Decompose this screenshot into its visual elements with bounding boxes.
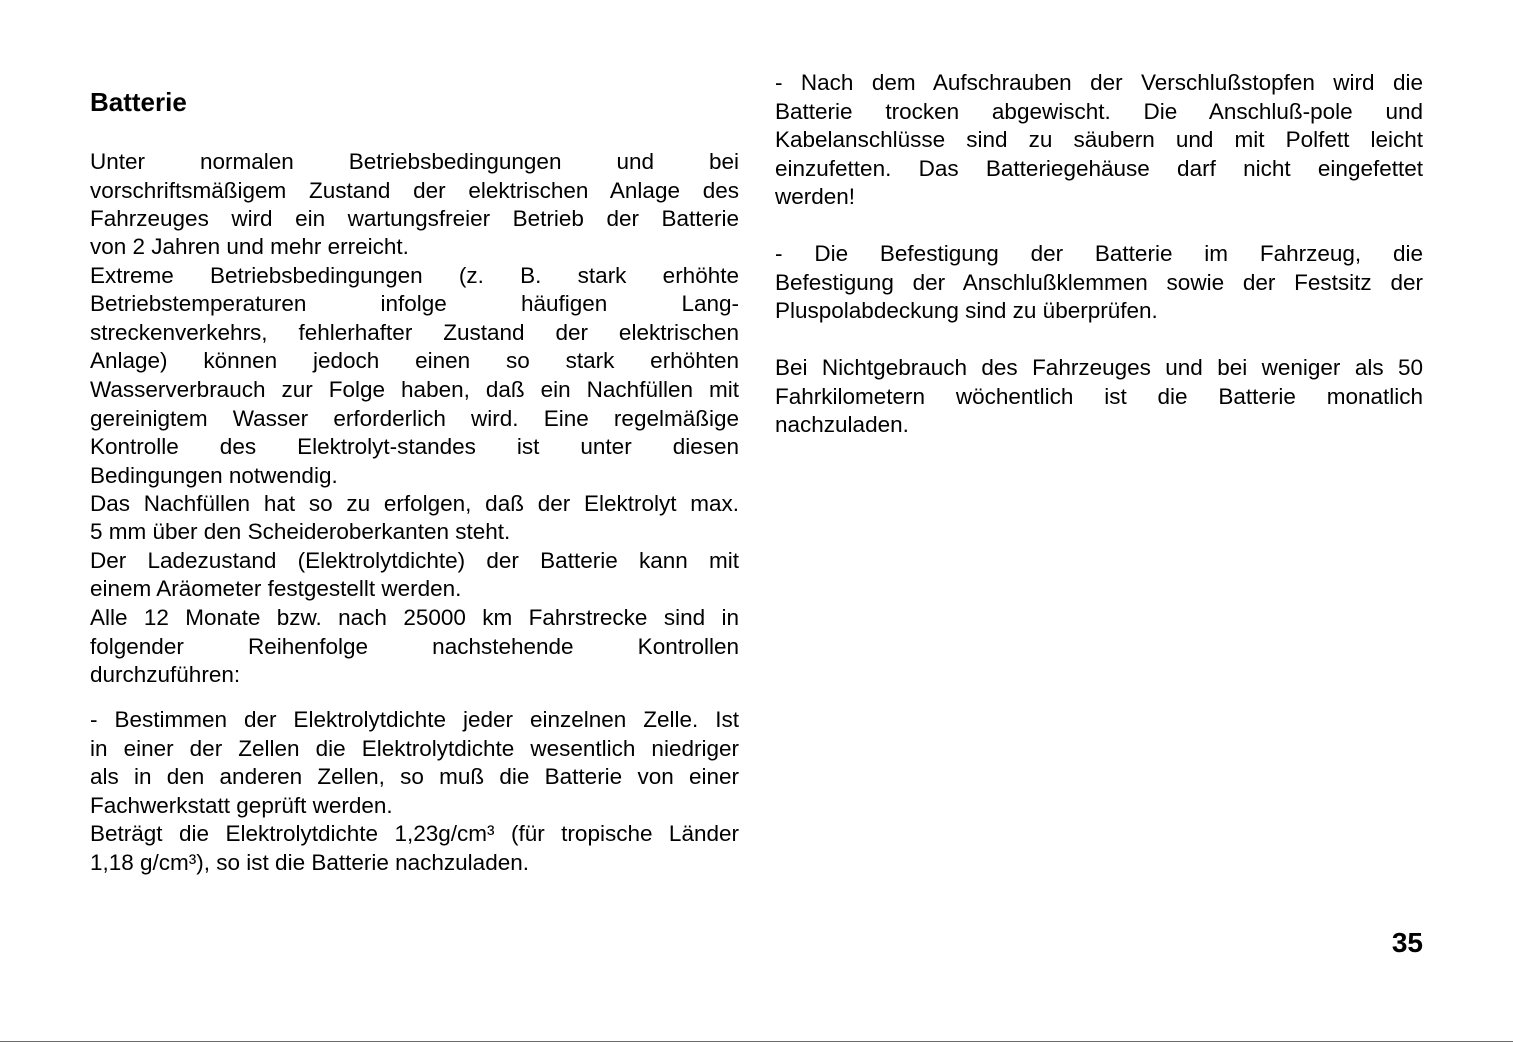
left-column-line: gereinigtem Wasser erforderlich wird. Eine regelmäßige	[90, 406, 739, 431]
left-column-line: - Bestimmen der Elektrolytdichte jeder einzelnen Zelle. Ist	[90, 707, 739, 732]
right-column-line: - Nach dem Aufschrauben der Verschlußstopfen wird die	[775, 70, 1423, 95]
left-column-line: als in den anderen Zellen, so muß die Batterie von einer	[90, 764, 739, 789]
left-column-line: folgender Reihenfolge nachstehende Kontrollen	[90, 634, 739, 659]
right-column-line: Bei Nichtgebrauch des Fahrzeuges und bei weniger als 50	[775, 355, 1423, 380]
left-column-line: einem Aräometer festgestellt werden.	[90, 576, 462, 601]
left-column-line: Der Ladezustand (Elektrolytdichte) der Batterie kann mit	[90, 548, 739, 573]
left-column-line: streckenverkehrs, fehlerhafter Zustand der elektrischen	[90, 320, 739, 345]
page-number: 35	[1391, 927, 1423, 958]
right-column-line: Pluspolabdeckung sind zu überprüfen.	[775, 298, 1158, 323]
right-column-line: nachzuladen.	[775, 412, 909, 437]
page-bottom-rule	[0, 1041, 1513, 1042]
left-column-line: in einer der Zellen die Elektrolytdichte wesentlich niedriger	[90, 736, 739, 761]
left-column-line: Fachwerkstatt geprüft werden.	[90, 793, 393, 818]
right-column-line: einzufetten. Das Batteriegehäuse darf nicht eingefettet	[775, 156, 1423, 181]
left-column-line: Beträgt die Elektrolytdichte 1,23g/cm³ (für tropische Länder	[90, 821, 739, 846]
left-column-line: Anlage) können jedoch einen so stark erhöhten	[90, 348, 739, 373]
left-column-line: durchzuführen:	[90, 662, 241, 687]
left-column-line: von 2 Jahren und mehr erreicht.	[90, 234, 409, 259]
left-column-line: Alle 12 Monate bzw. nach 25000 km Fahrstrecke sind in	[90, 605, 739, 630]
left-column-line: Unter normalen Betriebsbedingungen und bei	[90, 149, 739, 174]
right-column-line: Kabelanschlüsse sind zu säubern und mit Polfett leicht	[775, 127, 1423, 152]
right-column-line: Befestigung der Anschlußklemmen sowie der Festsitz der	[775, 270, 1423, 295]
right-column-line: werden!	[775, 184, 856, 209]
page-title: Batterie	[90, 87, 187, 117]
left-column-line: 5 mm über den Scheideroberkanten steht.	[90, 519, 511, 544]
left-column-line: Kontrolle des Elektrolyt-standes ist unter diesen	[90, 434, 739, 459]
left-column-line: 1,18 g/cm³), so ist die Batterie nachzuladen.	[90, 850, 529, 875]
right-column-line: Fahrkilometern wöchentlich ist die Batterie monatlich	[775, 384, 1423, 409]
left-column-line: Betriebstemperaturen infolge häufigen Lang-	[90, 291, 739, 316]
left-column-line: Bedingungen notwendig.	[90, 463, 338, 488]
left-column-line: vorschriftsmäßigem Zustand der elektrischen Anlage des	[90, 178, 739, 203]
right-column-line: Batterie trocken abgewischt. Die Anschluß-pole und	[775, 99, 1423, 124]
left-column-line: Extreme Betriebsbedingungen (z. B. stark erhöhte	[90, 263, 739, 288]
right-column-line: - Die Befestigung der Batterie im Fahrzeug, die	[775, 241, 1423, 266]
left-column-line: Wasserverbrauch zur Folge haben, daß ein Nachfüllen mit	[90, 377, 739, 402]
left-column-line: Das Nachfüllen hat so zu erfolgen, daß der Elektrolyt max.	[90, 491, 739, 516]
left-column-line: Fahrzeuges wird ein wartungsfreier Betrieb der Batterie	[90, 206, 739, 231]
